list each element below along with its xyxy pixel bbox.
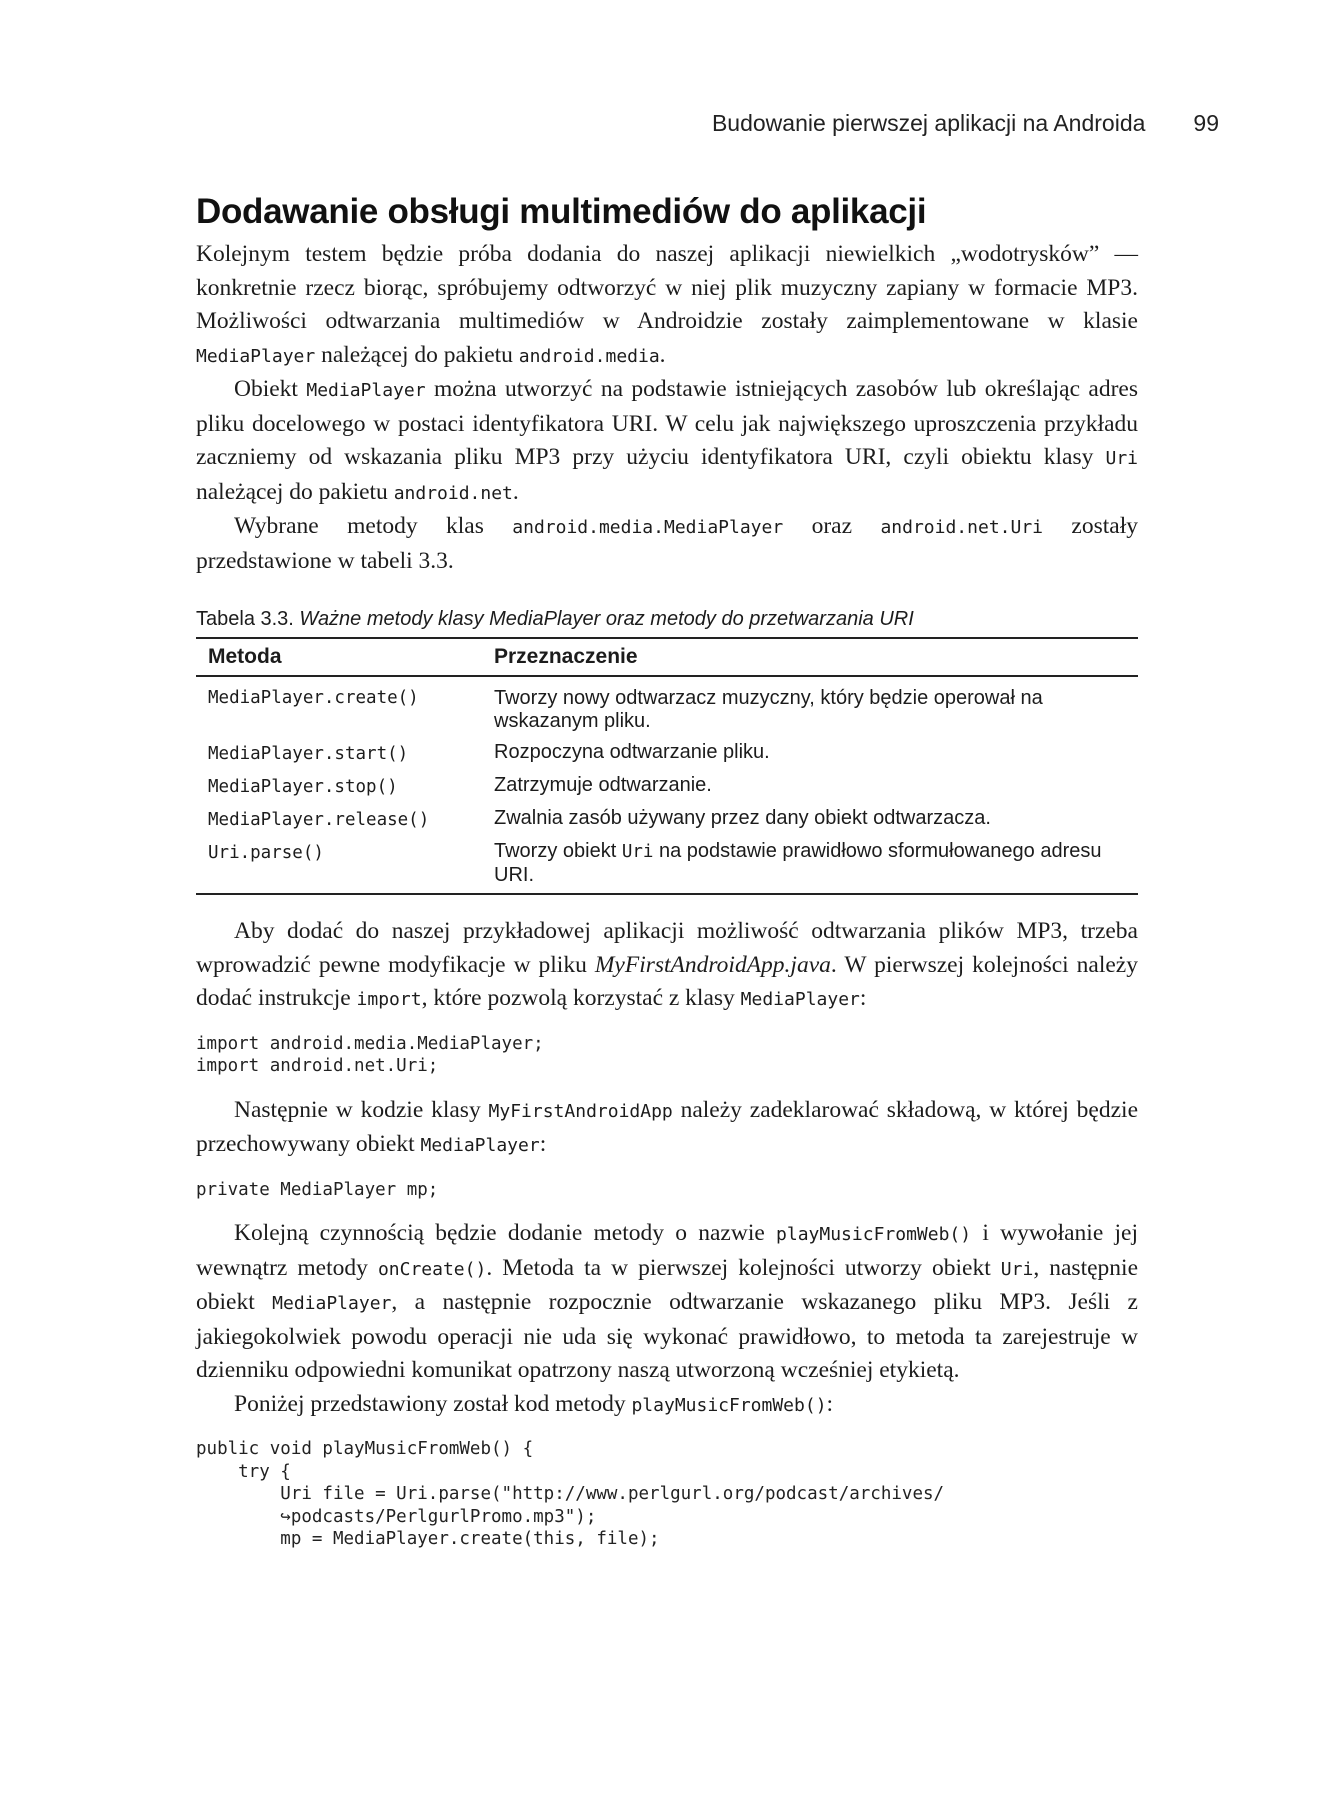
text: należy zadeklarować składową, w której będzie przechowywany obiekt xyxy=(196,1096,1138,1157)
method-cell: MediaPlayer.start() xyxy=(208,744,409,764)
inline-code: MediaPlayer xyxy=(306,380,426,401)
code-listing-imports: import android.media.MediaPlayer; import android.net.Uri; xyxy=(196,1033,544,1076)
text: na podstawie prawidłowo sformułowanego adresu URI. xyxy=(494,840,1102,886)
text: Poniżej przedstawiony został kod metody xyxy=(234,1390,632,1417)
text: . W pierwszej kolejności należy dodać instrukcje xyxy=(196,951,1138,1011)
inline-code: MyFirstAndroidApp xyxy=(488,1100,673,1122)
purpose-cell xyxy=(482,836,1138,894)
page-content xyxy=(196,192,1138,1551)
text: Kolejną czynnością będzie dodanie metody o nazwie xyxy=(234,1220,777,1246)
paragraph-methods xyxy=(196,510,1138,578)
inline-code: playMusicFromWeb() xyxy=(776,1224,972,1245)
text: Kolejnym testem będzie próba dodania do naszej aplikacji niewielkich „wodotrysków” — konkretnie rzecz biorąc, spróbujemy odtworzyć w niej plik muzyczny zapiany w formacie MP3. Możliwości odtwarzania multimediów w Androidzie zostały zaimplementowane w klasie xyxy=(196,241,1138,334)
text: : xyxy=(826,1390,834,1417)
text: : xyxy=(859,985,867,1011)
text: Wybrane metody klas xyxy=(234,513,513,539)
table-row xyxy=(196,770,1138,803)
inline-code: onCreate() xyxy=(377,1258,487,1280)
paragraph-mediaplayer xyxy=(196,373,1138,510)
inline-code: MediaPlayer xyxy=(740,989,860,1010)
method-cell: MediaPlayer.stop() xyxy=(208,777,398,797)
text: należącej do pakietu xyxy=(196,478,394,505)
inline-code: android.net xyxy=(393,482,513,504)
table-caption xyxy=(196,608,1138,631)
text: oraz xyxy=(783,513,881,539)
paragraph-method-description xyxy=(196,1217,1138,1388)
text: należącej do pakietu xyxy=(315,341,519,368)
table-row xyxy=(196,676,1138,737)
purpose-cell: Zatrzymuje odtwarzanie. xyxy=(494,774,712,796)
text: . xyxy=(512,478,519,505)
table-header-row xyxy=(196,638,1138,676)
inline-code: MediaPlayer xyxy=(196,345,316,367)
table-row xyxy=(196,803,1138,836)
text: i wywołanie jej wewnątrz metody xyxy=(196,1220,1138,1281)
purpose-cell: Rozpoczyna odtwarzanie pliku. xyxy=(494,741,770,763)
inline-code: Uri xyxy=(621,842,654,862)
running-title: Budowanie pierwszej aplikacji na Androida xyxy=(711,110,1146,136)
table-caption-text: Ważne metody klasy MediaPlayer oraz metody do przetwarzania URI xyxy=(299,608,914,630)
text: . xyxy=(659,341,666,368)
method-cell: Uri.parse() xyxy=(208,843,324,863)
method-cell: MediaPlayer.create() xyxy=(208,688,419,708)
text: Obiekt xyxy=(234,376,307,402)
code-listing-member: private MediaPlayer mp; xyxy=(196,1179,439,1200)
inline-code: Uri xyxy=(1000,1258,1034,1280)
inline-code: playMusicFromWeb() xyxy=(631,1394,827,1416)
inline-code: MediaPlayer xyxy=(272,1293,392,1314)
paragraph-member xyxy=(196,1094,1138,1163)
inline-code: android.net.Uri xyxy=(880,517,1044,538)
file-name: MyFirstAndroidApp.java xyxy=(594,951,831,978)
table-row xyxy=(196,836,1138,894)
inline-code: import xyxy=(356,989,422,1010)
column-header-method: Metoda xyxy=(196,638,482,676)
method-cell: MediaPlayer.release() xyxy=(208,810,430,830)
table-row xyxy=(196,737,1138,770)
text: zostały przedstawione w tabeli 3.3. xyxy=(196,513,1138,574)
text: , a następnie rozpocznie odtwarzanie wskazanego pliku MP3. Jeśli z jakiegokolwiek powodu operacji nie uda się wykonać prawidłowo, to metoda ta zarejestruje w dzienniku odpowiedni komunikat opatrzony naszą utworzoną wcześniej etykietą. xyxy=(196,1289,1138,1383)
text: Następnie w kodzie klasy xyxy=(234,1096,489,1123)
code-listing-method: public void playMusicFromWeb() { try { Uri file = Uri.parse("http://www.perlgurl.org/podcast/archives/ ↪podcasts/PerlgurlPromo.mp3"); mp = MediaPlayer.create(this, file); xyxy=(196,1439,945,1549)
inline-code: android.media.MediaPlayer xyxy=(512,517,784,538)
column-header-purpose: Przeznaczenie xyxy=(482,638,1138,676)
paragraph-add-mp3 xyxy=(196,915,1138,1017)
text: : xyxy=(539,1131,547,1157)
text: Aby dodać do naszej przykładowej aplikacji możliwość odtwarzania plików MP3, trzeba wprowadzić pewne modyfikacje w pliku xyxy=(196,918,1138,978)
purpose-cell: Tworzy nowy odtwarzacz muzyczny, który będzie operował na wskazanym pliku. xyxy=(494,687,1043,732)
text: , które pozwolą korzystać z klasy xyxy=(421,985,741,1011)
section-title: Dodawanie obsługi multimediów do aplikacji xyxy=(196,192,927,231)
methods-table xyxy=(196,637,1138,895)
page-number: 99 xyxy=(1193,110,1219,136)
paragraph-code-intro xyxy=(196,1388,1138,1423)
table-caption-label: Tabela 3.3. xyxy=(196,608,294,630)
inline-code: Uri xyxy=(1105,448,1138,469)
paragraph-intro xyxy=(196,238,1138,373)
text: , następnie obiekt xyxy=(196,1254,1138,1315)
inline-code: MediaPlayer xyxy=(420,1135,540,1156)
purpose-cell: Zwalnia zasób używany przez dany obiekt odtwarzacza. xyxy=(494,807,991,829)
text: można utworzyć na podstawie istniejących zasobów lub określając adres pliku docelowego w postaci identyfikatora URI. W celu jak największego uproszczenia przykładu zaczniemy od wskazania pliku MP3 przy użyciu identyfikatora URI, czyli obiektu klasy xyxy=(196,376,1138,470)
running-header xyxy=(712,110,1219,137)
inline-code: android.media xyxy=(518,345,660,367)
text: Tworzy obiekt xyxy=(494,840,622,862)
text: . Metoda ta w pierwszej kolejności utworzy obiekt xyxy=(486,1254,1001,1281)
